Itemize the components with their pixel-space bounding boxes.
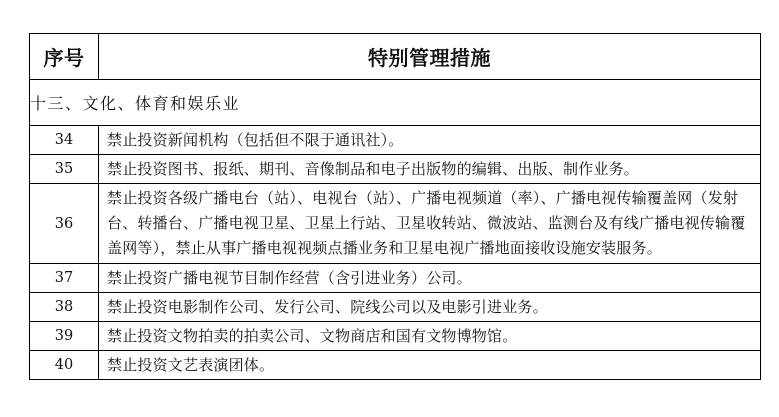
row-measure: 禁止投资新闻机构（包括但不限于通讯社）。 [99, 126, 761, 155]
row-no: 35 [30, 155, 99, 184]
row-measure: 禁止投资各级广播电台（站）、电视台（站）、广播电视频道（率）、广播电视传输覆盖网（发射台、转播台、广播电视卫星、卫星上行站、卫星收转站、微波站、监测台及有线广播电视传输覆盖网等），禁止从事广播电视视频点播业务和卫星电视广播地面接收设施安装服务。 [99, 184, 761, 264]
row-no: 39 [30, 322, 99, 351]
table-header-row [30, 34, 761, 80]
header-measure: 特别管理措施 [99, 34, 761, 80]
row-measure: 禁止投资文物拍卖的拍卖公司、文物商店和国有文物博物馆。 [99, 322, 761, 351]
row-measure: 禁止投资图书、报纸、期刊、音像制品和电子出版物的编辑、出版、制作业务。 [99, 155, 761, 184]
section-title: 十三、文化、体育和娱乐业 [30, 80, 761, 126]
row-measure: 禁止投资文艺表演团体。 [99, 351, 761, 380]
table-row [30, 155, 761, 184]
header-no: 序号 [30, 34, 99, 80]
table-row [30, 293, 761, 322]
table-row [30, 264, 761, 293]
table-row [30, 322, 761, 351]
row-no: 40 [30, 351, 99, 380]
row-no: 36 [30, 184, 99, 264]
row-no: 37 [30, 264, 99, 293]
table-row [30, 351, 761, 380]
row-no: 38 [30, 293, 99, 322]
table-row [30, 184, 761, 264]
row-measure: 禁止投资电影制作公司、发行公司、院线公司以及电影引进业务。 [99, 293, 761, 322]
special-measures-table [29, 33, 761, 380]
table-row [30, 126, 761, 155]
row-no: 34 [30, 126, 99, 155]
row-measure: 禁止投资广播电视节目制作经营（含引进业务）公司。 [99, 264, 761, 293]
section-row [30, 80, 761, 126]
